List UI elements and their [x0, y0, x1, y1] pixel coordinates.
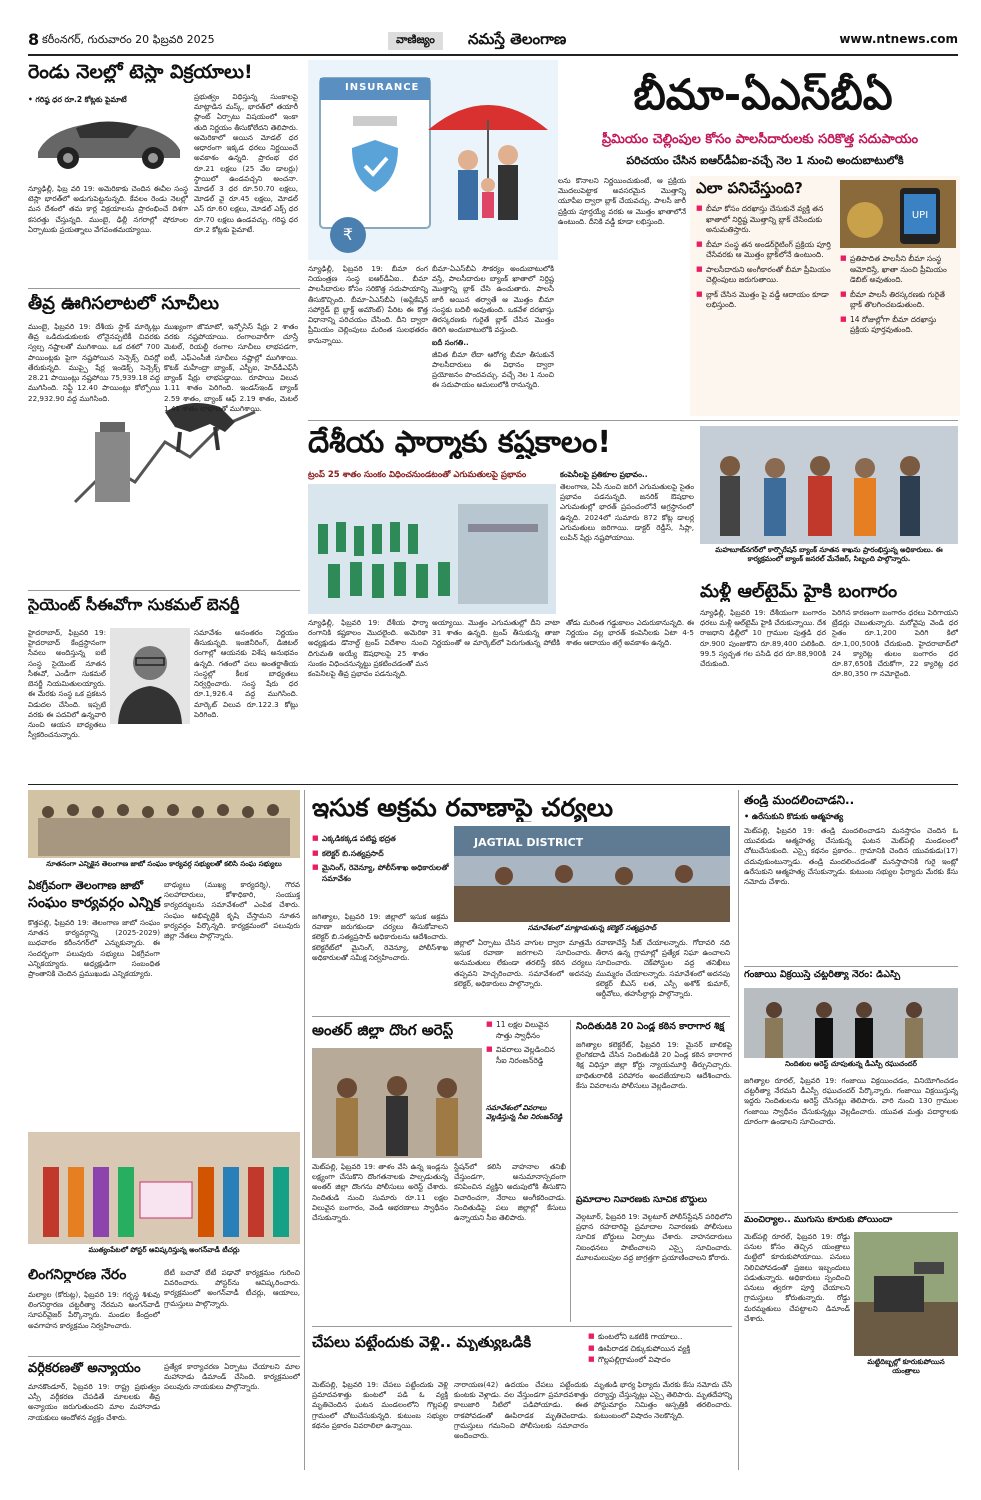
insurance-badge: INSURANCE	[345, 82, 420, 93]
thief-side-item: ■ 11 లక్షల విలువైన సొత్తు స్వాధీనం	[486, 1020, 566, 1041]
insurance-col1: న్యూఢిల్లీ, ఫిబ్రవరి 19: బీమా రంగ నియంత్రణ సంస్థ ఐఆర్‌డీఏఐ.. బీమా పాలసీదారుల కోసం సరికొత్త సదుపాయాన్ని తీసుకొచ్చింది. బీమా-ఏఎస్‌బీఏ (అప్లికేషన్ సపోర్టెడ్ బై బ్లాక్డ్ అమౌంట్) పేరిట ఈ కొత్త విధానాన్ని పరిచయం చేసింది. దీని ద్వారా ప్రీమియం చెల్లింపులు మరింత సులభతరం కానున్నాయి.	[308, 264, 428, 345]
insurance-col2-text: బీమా-ఏఎస్‌బీఏ సౌకర్యం అందుబాటులోకి వస్తే, పాలసీదారుల బ్యాంక్ ఖాతాలో నిర్దిష్ట మొత్తాన్ని బ్లాక్ చేసి ఉంచుతారు. పాలసీ జారీ అయిన తర్వాతే ఆ మొత్తం బీమా సంస్థకు బదిలీ అవుతుంది. ఒకవేళ దరఖాస్తు తిరస్కరణకు గురైతే బ్లాక్ చేసిన మొత్తం తిరిగి అందుబాటులోకి వస్తుంది.	[432, 264, 554, 335]
section-rule	[28, 784, 958, 785]
dateline: కరీంనగర్, గురువారం 20 ఫిబ్రవరి 2025	[42, 33, 215, 46]
sand-text-col2: జిల్లాలో ఏర్పాటు చేసిన వాగుల ద్వారా మాత్రమే ఇసుక రవాణా జరగాలని సూచించారు. అనుమతులు లేకుండా తరలిస్తే కఠిన చర్యలు తప్పవని హెచ్చరించారు. సమావేశంలో అదనపు కలెక్టర్, అధికారులు పాల్గొన్నారు.	[454, 938, 592, 988]
markets-text-col1: ముంబై, ఫిబ్రవరి 19: దేశీయ స్టాక్ మార్కెట్లు తీవ్ర ఒడిదుడుకులకు లోనైనప్పటికీ చివరకు స్వల్ప నష్టాలతో ముగిశాయి. ఒక దశలో 700 పాయింట్లకు పైగా నష్టపోయిన సెన్సెక్స్ చివర్లో తేరుకున్నది. ముప్పై షేర్ల ఇండెక్స్ సెన్సెక్స్ 28.21 పాయింట్లు నష్టపోయి 75,939.18 వద్ద ముగిసింది. నిఫ్టీ 12.40 పాయింట్లు కోల్పోయి 22,932.90 వద్ద ముగిసింది.	[28, 322, 160, 403]
right-t3: మెట్‌పల్లి రూరల్, ఫిబ్రవరి 19: రోడ్డు పనుల కోసం తెచ్చిన యంత్రాలు మట్టిలో కూరుకుపోయాయి. పనులు నిలిచిపోవడంతో ప్రజలు ఇబ్బందులు పడుతున్నారు. అధికారులు స్పందించి పనులు త్వరగా పూర్తి చేయాలని గ్రామస్తులు కోరుతున్నారు. రోడ్డు మరమ్మతులు చేపట్టాలని డిమాండ్ చేశారు.	[744, 1232, 850, 1323]
dsp-caption: నిందితుల అరెస్ట్ చూపుతున్న డీఎస్పీ రఘుచందర్	[785, 1060, 917, 1068]
classification-headline: వర్గీకరణతో అన్యాయం	[28, 1362, 141, 1376]
svg-text:UPI: UPI	[911, 210, 929, 221]
pharma-text-col3: తెలంగాణ, ఏపీ నుంచి జరిగే ఎగుమతులపై సైతం ప్రభావం పడనున్నది. జనరిక్ ఔషధాల ఎగుమతుల్లో భారత్ ప్రపంచంలోనే అగ్రస్థానంలో ఉన్నది. 2024లో సుమారు 872 కోట్ల డాలర్ల ఎగుమతులు జరిగాయి. డాక్టర్ రెడ్డీస్, సిప్లా, లుపిన్ షేర్లు నష్టపోయాయి.	[560, 482, 694, 543]
paper-name: నమస్తే తెలంగాణ	[468, 30, 567, 48]
thief-side-box	[486, 1020, 566, 1100]
sand-bullet: ■ కలెక్టర్ బి.సత్యప్రసాద్	[312, 849, 452, 860]
insurance-subsub: పరిచయం చేసిన ఐఆర్‌డీఏఐ-వచ్చే నెల 1 నుంచి అందుబాటులోకి	[626, 154, 904, 167]
thief-caption: సమావేశంలో వివరాలు వెల్లడిస్తున్న సీఐ నిరంజన్‌రెడ్డి	[486, 1104, 563, 1122]
gold-text-col1: న్యూఢిల్లీ, ఫిబ్రవరి 19: దేశీయంగా బంగారం ధరలు మళ్లీ ఆల్‌టైమ్ హైకి చేరుకున్నాయి. దేశ రాజధాని ఢిల్లీలో 10 గ్రాముల పుత్తడి ధర రూ.900 పుంజుకొని రూ.89,400 పలికింది. 99.5 స్వచ్ఛత గల పసిడి ధర రూ.88,900కి చేరుకుంది.	[700, 608, 826, 669]
insurance-col2-text2: జీవిత బీమా లేదా ఆరోగ్య బీమా తీసుకునే పాలసీదారులు ఈ విధానం ద్వారా ప్రయోజనం పొందవచ్చు. వచ్చే నెల 1 నుంచి ఈ సదుపాయం అమలులోకి రానున్నది.	[432, 349, 554, 390]
pharma-col-top: కంపెనీలపై ప్రతికూల ప్రభావం..	[560, 470, 648, 479]
how-item: ■ 14 రోజుల్లోగా బీమా దరఖాస్తు ప్రక్రియ పూర్తవుతుంది.	[840, 315, 956, 336]
society-text: కొత్తపల్లి, ఫిబ్రవరి 19: తెలంగాణ జాబో సంఘం నూతన కార్యవర్గాన్ని (2025-2029) బుధవారం కరీంనగర్‌లో ఎన్నుకున్నారు. ఈ సందర్భంగా పలువురు సభ్యులు ఏకగ్రీవంగా ఎన్నికయ్యారు. అధ్యక్షుడిగా సంబంధిత ప్రాంతానికి చెందిన ప్రముఖుడు ఎన్నికయ్యారు.	[28, 918, 160, 979]
column-divider	[738, 790, 739, 1470]
thief-text-col2: స్టేషన్‌లో కలిసి వాహనాల తనిఖీ చేస్తుండగా, అనుమానాస్పదంగా కనిపించిన వ్యక్తిని అదుపులోకి తీసుకొని విచారించగా, నేరాలు అంగీకరించాడు. నిందితుడిపై పలు జిల్లాల్లో కేసులు ఉన్నాయని సీఐ తెలిపారు.	[454, 1162, 566, 1223]
society-headline-1: ఏకగ్రీవంగా తెలంగాణ జాబో	[28, 880, 143, 892]
pharma-bottles-photo	[308, 484, 556, 614]
divider	[744, 966, 958, 967]
fisherman-text-col2: నారాయణ(42) ఉదయం చేపలు పట్టేందుకు కుంటకు వెళ్లాడు. వల వేస్తుండగా ప్రమాదవశాత్తు కాలుజారి నీటిలో పడిపోయాడు. ఈత రాకపోవడంతో ఊపిరాడక మృతిచెందాడు. గ్రామస్తులు గమనించి పోలీసులకు సమాచారం అందించారు.	[454, 1380, 588, 1441]
how-item: ■ బీమా పాలసీ తిరస్కరణకు గురైతే బ్లాక్ తొలగించబడుతుంది.	[840, 290, 956, 311]
insurance-headline: బీమా-ఏఎస్‌బీఏ	[633, 72, 893, 119]
sand-headline: ఇసుక అక్రమ రవాణాపై చర్యలు	[312, 794, 614, 822]
upi-graphic	[840, 180, 956, 248]
ceo-portrait	[110, 628, 190, 724]
fisherman-text-col3: మృతుడి భార్య ఫిర్యాదు మేరకు కేసు నమోదు చేసి దర్యాప్తు చేస్తున్నట్లు ఎస్సై తెలిపారు. మృతదేహాన్ని పోస్టుమార్టం నిమిత్తం ఆస్పత్రికి తరలించారు. కుటుంబంలో విషాదం నెలకొన్నది.	[594, 1380, 732, 1420]
how-item: ■ బీమా సంస్థ తన అండర్‌రైటింగ్ ప్రక్రియ పూర్తి చేసేవరకు ఆ మొత్తం బ్లాక్‌లోనే ఉంటుంది.	[696, 240, 834, 261]
ceo-text-col2: సమావేశం అనంతరం నిర్ణయం తీసుకున్నది. ఇంజినీరింగ్, డిజిటల్ రంగాల్లో ఆయనకు విశేష అనుభవం ఉన్నది. గతంలో పలు అంతర్జాతీయ సంస్థల్లో కీలక బాధ్యతలు నిర్వర్తించారు. సంస్థ షేరు ధర రూ.1,926.4 వద్ద ముగిసింది. మార్కెట్ విలువ రూ.122.3 కోట్లు పెరిగింది.	[194, 628, 298, 719]
dsp-arrest-photo	[744, 988, 958, 1058]
anganwadi-text: మల్యాల (కోరుట్ల), ఫిబ్రవరి 19: గర్భస్థ శిశువు లింగనిర్ధారణ చట్టరీత్యా నేరమని అంగన్‌వాడీ సూపర్‌వైజర్ పేర్కొన్నారు. మండల కేంద్రంలో అవగాహన కార్యక్రమం నిర్వహించారు.	[28, 1290, 160, 1330]
insurance-col2	[432, 264, 554, 414]
bank-event-caption: మహబూబ్‌నగర్‌లో కార్పొరేషన్ బ్యాంక్ నూతన శాఖను ప్రారంభిస్తున్న అధికారులు. ఈ కార్యక్రమంలో బ్యాంక్ జనరల్ మేనేజర్, సిబ్బంది పాల్గొన్నారు.	[715, 546, 943, 564]
insurance-col3: లను కొనాలని నిర్ణయించుకుంటే, ఆ ప్రక్రియ మొదలుపెట్టాక అవసరమైన మొత్తాన్ని యూపీఐ ద్వారా బ్లాక్ చేయవచ్చు. పాలసీ జారీ ప్రక్రియ పూర్తయ్యే వరకు ఆ మొత్తం ఖాతాలోనే ఉంటుంది. దీనికి వడ్డీ కూడా లభిస్తుంది.	[558, 176, 686, 226]
society-headline-2: సంఘం కార్యవర్గం ఎన్నిక	[28, 896, 161, 911]
insurance-subhead: ప్రీమియం చెల్లింపుల కోసం పాలసీదారులకు సరికొత్త సదుపాయం	[601, 132, 919, 147]
header-rule	[28, 54, 958, 56]
tesla-headline: రెండు నెలల్లో టెస్లా విక్రయాలు!	[28, 62, 253, 83]
tesla-caption: • గరిష్ఠ ధర రూ.2 కోట్లకు పైమాటే	[28, 95, 127, 104]
pharma-text-col1: న్యూఢిల్లీ, ఫిబ్రవరి 19: దేశీయ ఫార్మా రంగానికి కష్టకాలం మొదలైంది. అమెరికా అధ్యక్షుడు డొనాల్డ్ ట్రంప్ విదేశాల నుంచి దిగుమతి అయ్యే ఔషధాలపై 25 శాతం సుంకం విధించనున్నట్టు ప్రకటించడంతో మన కంపెనీలపై తీవ్ర ప్రభావం పడనున్నది.	[308, 618, 428, 679]
gold-headline: మళ్లీ ఆల్‌టైమ్ హైకి బంగారం	[700, 582, 898, 602]
tesla-text-col2: ప్రభుత్వం విధిస్తున్న సుంకాలపై మాట్లాడిన మస్క్, భారత్‌లో తయారీ ప్లాంట్ ఏర్పాటు విషయంలో ఇంకా తుది నిర్ణయం తీసుకోలేదని తెలిపారు. ఆమెరికాలో అయిన మోడల్ ధర ఆధారంగా ఇక్కడ ధరలు నిర్ణయించే అవకాశం ఉన్నది. ప్రారంభ ధర రూ.21 లక్షలు (25 వేల డాలర్లు) స్థాయిలో ఉండవచ్చని అంచనా. మోడల్ 3 ధర రూ.50.70 లక్షలు, మోడల్ వై రూ.45 లక్షలు, మోడల్ ఎస్ రూ.60 లక్షలు, మోడల్ ఎక్స్ ధర రూ.70 లక్షలు ఉండవచ్చు. గరిష్ఠ ధర రూ.2 కోట్లకు పైమాటే.	[194, 92, 298, 234]
how-item: ■ బ్లాక్ చేసిన మొత్తం పై వడ్డీ ఆదాయం కూడా లభిస్తుంది.	[696, 290, 834, 311]
page-header	[28, 30, 958, 52]
anganwadi-caption: ముత్యంపేటలో పోస్టర్ ఆవిష్కరిస్తున్న అంగన్‌వాడీ టీచర్లు	[88, 1246, 240, 1254]
page-number: 8	[28, 30, 40, 49]
bank-event-photo	[700, 426, 958, 544]
fisherman-bullet: ■ కుంటలోని ఒకటికి గాయాలు..	[588, 1332, 732, 1343]
sand-text-col1: జగిత్యాల, ఫిబ్రవరి 19: జిల్లాలో ఇసుక అక్రమ రవాణా జరుగకుండా చర్యలు తీసుకోవాలని కలెక్టర్ బి.సత్యప్రసాద్ అధికారులను ఆదేశించారు. కలెక్టరేట్‌లో మైనింగ్, రెవెన్యూ, పోలీస్‌శాఖ అధికారులతో సమీక్ష నిర్వహించారు.	[312, 912, 448, 962]
svg-text:₹: ₹	[342, 225, 354, 244]
fisherman-bullet: ■ ఊపిరాడక చిక్కుకుపోయిన వ్యక్తి	[588, 1344, 732, 1355]
classification-text: మానకొండూర్, ఫిబ్రవరి 19: రాష్ట్ర ప్రభుత్వం ఎస్సీ వర్గీకరణ చేపడితే మాలలకు తీవ్ర అన్యాయం జరుగుతుందని మాల మహానాడు నాయకులు ఆందోళన వ్యక్తం చేశారు.	[28, 1382, 160, 1422]
ceo-headline: సైయెంట్ సీఈవోగా సుకమల్ బెనర్జీ	[28, 596, 240, 614]
right-h3: మంచిర్యాల.. ముగుసు కూరుకు పోయిందా	[744, 1216, 893, 1225]
thief-text-col1: మెట్‌పల్లి, ఫిబ్రవరి 19: తాళం వేసి ఉన్న ఇండ్లను లక్ష్యంగా చేసుకొని దొంగతనాలకు పాల్పడుతున్న అంతర్ జిల్లా దొంగను పోలీసులు అరెస్ట్ చేశారు. నిందితుడి నుంచి సుమారు రూ.11 లక్షల విలువైన బంగారం, వెండి ఆభరణాలు స్వాధీనం చేసుకున్నారు.	[312, 1162, 448, 1223]
sand-text-col3: రవాణాచేస్తే సీజ్ చేయాలన్నారు. గోదావరి నది తీరాన ఉన్న గ్రామాల్లో ప్రత్యేక నిఘా ఉంచాలని సూచించారు. చెక్‌పోస్టుల వద్ద తనిఖీలు ముమ్మరం చేయాలన్నారు. సమావేశంలో అదనపు కలెక్టర్ బీఎస్ లత, ఎస్పీ అశోక్ కుమార్, ఆర్డీవోలు, తహసీల్దార్లు పాల్గొన్నారు.	[596, 938, 730, 999]
fisherman-bullets-box	[588, 1332, 732, 1378]
pharma-headline: దేశీయ ఫార్మాకు కష్టకాలం!	[308, 426, 612, 459]
anganwadi-headline: లింగనిర్ధారణ నేరం	[28, 1268, 127, 1283]
collector-meeting-photo	[454, 826, 730, 922]
pharma-text-col2: అయ్యాయి. మొత్తం ఎగుమతుల్లో దీని వాటా 31 శాతం ఉన్నది. ట్రంప్ తీసుకున్న తాజా నిర్ణయంతో ఆ మార్కెట్‌లో పెరుగుతున్న పోటీకి తోడు మరింత గడ్డుకాలం ఎదురుకానున్నది. ఈ నిర్ణయం వల్ల భారత్ కంపెనీలకు ఏటా 4-5 శాతం ఆదాయం తగ్గే అవకాశం ఉన్నది.	[432, 618, 694, 648]
pharma-subhead: ట్రంప్ 25 శాతం సుంకం విధించనుండటంతో ఎగుమతులపై ప్రభావం	[308, 470, 527, 480]
classification-text-2: ప్రత్యేక కార్యాచరణ ఏర్పాటు చేయాలని మాల మహానాడు డిమాండ్ చేసింది. కార్యక్రమంలో పలువురు నాయకులు పాల్గొన్నారు.	[164, 1362, 300, 1392]
divider	[744, 1212, 958, 1213]
how-item: ■ ప్రతిపాదిత పాలసీని బీమా సంస్థ ఆమోదిస్తే, ఖాతా నుంచి ప్రీమియం డెబిట్ అవుతుంది.	[840, 254, 956, 286]
society-group-photo	[28, 790, 300, 858]
thief-headline: అంతర్ జిల్లా దొంగ అరెస్ట్	[312, 1022, 454, 1039]
divider	[28, 288, 300, 289]
fisherman-bullets	[588, 1332, 732, 1366]
how-list-1	[696, 204, 834, 315]
divider	[28, 590, 300, 591]
sand-bullet: ■ మైనింగ్, రెవెన్యూ, పోలీస్‌శాఖ అధికారులతో సమావేశం	[312, 863, 452, 884]
right-t1: మెట్‌పల్లి, ఫిబ్రవరి 19: తండ్రి మందలించాడని మనస్తాపం చెందిన ఓ యువకుడు ఆత్మహత్య చేసుకున్న ఘటన మెట్‌పల్లి మండలంలో చోటుచేసుకుంది. ఎస్సై కథనం ప్రకారం.. గ్రామానికి చెందిన యువకుడు(17) చదువుకుంటున్నాడు. తండ్రి మందలించడంతో మనస్తాపానికి గురై ఇంట్లో ఉరేసుకుని ఆత్మహత్య చేసుకున్నాడు. కుటుంబ సభ్యుల ఫిర్యాదు మేరకు కేసు నమోదు చేశారు.	[744, 826, 958, 887]
fisherman-text-col1: మెట్‌పల్లి, ఫిబ్రవరి 19: చేపలు పట్టేందుకు వెళ్లి ప్రమాదవశాత్తు కుంటలో పడి ఓ వ్యక్తి మృతిచెందిన ఘటన మండలంలోని గొల్లపల్లి గ్రామంలో చోటుచేసుకున్నది. కుటుంబ సభ్యుల కథనం ప్రకారం వివరాలిలా ఉన్నాయి.	[312, 1380, 448, 1430]
gold-text-col2: పెరిగిన కారణంగా బంగారం ధరలు పెరిగాయని ట్రేడర్లు చెబుతున్నారు. మరోవైపు వెండి ధర సైతం రూ.1,200 పెరిగి కిలో రూ.1,00,500కి చేరుకుంది. హైదరాబాద్‌లో 24 క్యారెట్ల తులం బంగారం ధర రూ.87,650కి చేరుకోగా, 22 క్యారెట్ల ధర రూ.80,350 గా నమోదైంది.	[832, 608, 958, 679]
tesla-text-col1: న్యూఢిల్లీ, ఫిబ్ర వరి 19: అమెరికాకు చెందిన ఈవీల సంస్థ టెస్లా భారత్‌లో అడుగుపెట్టనున్నది. కేవలం రెండు నెలల్లో మన దేశంలో తమ కార్ల విక్రయాలను ప్రారంభించే దిశగా కసరత్తు చేస్తున్నది. ముంబై, ఢిల్లీ నగరాల్లో షోరూంల ఏర్పాటుకు ప్రయత్నాలు వేగవంతమయ్యాయి.	[28, 184, 188, 234]
divider	[308, 420, 958, 421]
divider	[28, 1356, 300, 1357]
divider	[312, 1016, 730, 1017]
prison-text-2: వెల్గటూర్, ఫిబ్రవరి 19: వెల్గటూర్ పోలీస్‌స్టేషన్ పరిధిలోని ప్రధాన రహదారిపై ప్రమాదాల నివారణకు పోలీసులు సూచిక బోర్డులు ఏర్పాటు చేశారు. వాహనదారులు నిబంధనలు పాటించాలని ఎస్సై సూచించారు. మూలమలుపుల వద్ద జాగ్రత్తగా ప్రయాణించాలని కోరారు.	[576, 1212, 732, 1262]
machinery-photo	[854, 1232, 958, 1356]
fisherman-bullet: ■ గొల్లపల్లిగ్రామంలో విషాదం	[588, 1355, 732, 1366]
how-item: ■ బీమా కోసం దరఖాస్తు చేసుకునే వ్యక్తి తన ఖాతాలో నిర్దిష్ట మొత్తాన్ని బ్లాక్ చేసేందుకు అనుమతిస్తారు.	[696, 204, 834, 236]
society-text-2: బాధ్యులు (ముఖ్య కార్యదర్శి), గౌరవ సలహాదారులు, కోశాధికారి, సంయుక్త కార్యదర్శులను సమావేశంలో ఎంపిక చేశారు. సంఘం అభివృద్ధికి కృషి చేస్తామని నూతన కార్యవర్గం పేర్కొన్నది. కార్యక్రమంలో పలువురు జిల్లా నేతలు పాల్గొన్నారు.	[164, 880, 300, 941]
column-divider	[570, 1020, 571, 1322]
right-h2: గంజాయి విక్రయిస్తే చట్టరీత్యా నేరం: డీఎస్పీ	[744, 970, 901, 980]
prison-text: జగిత్యాల కలెక్టరేట్, ఫిబ్రవరి 19: మైనర్ బాలికపై లైంగికదాడి చేసిన నిందితుడికి 20 ఏండ్ల కఠిన కారాగార శిక్ష విధిస్తూ జిల్లా కోర్టు న్యాయమూర్తి తీర్పునిచ్చారు. బాధితురాలికి పరిహారం అందజేయాలని ఆదేశించారు. కేసు వివరాలను పోలీసులు వెల్లడించారు.	[576, 1040, 732, 1090]
tesla-car-photo	[28, 92, 188, 182]
insurance-col2-subhead: ఐదీ సంగతి..	[432, 337, 469, 347]
markets-text-col2: ముఖ్యంగా జొమాటో, ఇన్ఫోసిస్ షేర్లు 2 శాతం వరకు నష్టపోయాయి. రంగాలవారీగా చూస్తే మెటల్, రియల్టీ రంగాల సూచీలు లాభపడగా, ఐటీ, ఎఫ్‌ఎంసీజీ సూచీలు నష్టాల్లో ముగిశాయి. కొటక్ మహీంద్రా బ్యాంక్, ఎస్బీఐ, హెచ్‌డీఎఫ్‌సీ బ్యాంక్ షేర్లు లాభపడ్డాయి. రూపాయి విలువ 1.11 శాతం పెరిగింది. ఇండస్ఇండ్ బ్యాంక్ 2.59 శాతం, బ్యాంక్ ఆఫ్ 2.19 శాతం, మెటల్ 1.41 శాతం లాభాలతో ముగిశాయి.	[164, 322, 298, 413]
right-t2: జగిత్యాల రూరల్, ఫిబ్రవరి 19: గంజాయి విక్రయించడం, వినియోగించడం చట్టరీత్యా నేరమని డీఎస్పీ రఘుచందర్ పేర్కొన్నారు. గంజాయి విక్రయిస్తున్న ఇద్దరు నిందితులను అరెస్ట్ చేసినట్లు తెలిపారు. వారి నుంచి 130 గ్రాముల గంజాయి స్వాధీనం చేసుకున్నట్లు వెల్లడించారు. యువత మత్తు పదార్థాలకు దూరంగా ఉండాలని సూచించారు.	[744, 1076, 958, 1126]
sand-bullets	[312, 834, 452, 884]
how-item: ■ పాలసీదారుని అంగీకారంతో బీమా ప్రీమియం చెల్లింపులు జరుగుతాయి.	[696, 265, 834, 286]
machinery-caption: మట్టిదిబ్బల్లో కూరుకుపోయిన యంత్రాలు	[867, 1358, 945, 1376]
thief-side-item: ■ వివరాలు వెల్లడించిన సీఐ నిరంజన్‌రెడ్డి	[486, 1045, 566, 1066]
how-list-2	[840, 254, 956, 340]
sand-bullets-box	[312, 834, 452, 908]
ceo-text-col1: హైదరాబాద్, ఫిబ్రవరి 19: హైదరాబాద్ కేంద్రస్థానంగా సేవలు అందిస్తున్న ఐటీ సంస్థ సైయెంట్ నూతన సీఈవో, ఎండీగా సుకమల్ బెనర్జీ నియమితులయ్యారు. ఈ మేరకు సంస్థ ఒక ప్రకటన విడుదల చేసింది. ఇప్పటి వరకు ఈ పదవిలో ఉన్నవారి నుంచి ఆయన బాధ్యతలు స్వీకరించనున్నారు.	[28, 628, 106, 740]
how-it-works-box	[690, 176, 960, 416]
right-h1-sub: • ఉరేసుకుని కొడుకు ఆత్మహత్య	[744, 812, 844, 821]
collector-caption: సమావేశంలో మాట్లాడుతున్న కలెక్టర్ సత్యప్రసాద్	[527, 924, 657, 932]
markets-headline: తీవ్ర ఊగిసలాటలో సూచీలు	[28, 294, 219, 314]
svg-text:JAGTIAL DISTRICT: JAGTIAL DISTRICT	[474, 836, 584, 849]
section-tag: వాణిజ్యం	[388, 32, 443, 50]
society-caption: నూతనంగా ఎన్నికైన తెలంగాణ జాబో సంఘం కార్యవర్గ సభ్యులతో కలిసి సంఘ సభ్యులు	[46, 860, 282, 868]
thief-side-list	[486, 1020, 566, 1066]
right-h1: తండ్రి మందలించాడని..	[744, 794, 855, 807]
anganwadi-text-2: బేటీ బచావో బేటీ పఢావో కార్యక్రమం గురించి వివరించారు. పోస్టర్‌ను ఆవిష్కరించారు. కార్యక్రమంలో అంగన్‌వాడీ టీచర్లు, ఆయాలు, గ్రామస్తులు పాల్గొన్నారు.	[164, 1268, 300, 1308]
how-it-works-title: ఎలా పనిచేస్తుంది?	[696, 179, 803, 197]
prison-headline: నిందితుడికి 20 ఏండ్ల కఠిన కారాగార శిక్ష	[576, 1022, 725, 1032]
column-divider	[304, 790, 305, 1470]
prison-subhead: ప్రమాదాల నివారణకు సూచిక బోర్డులు	[576, 1196, 707, 1205]
site-url[interactable]: www.ntnews.com	[839, 32, 958, 46]
divider	[312, 1326, 732, 1327]
sand-bullet: ■ ఎక్కడికక్కడ పటిష్ట భద్రత	[312, 834, 452, 845]
thief-arrest-photo	[312, 1048, 482, 1158]
fisherman-headline: చేపలు పట్టేందుకు వెళ్లి.. మృత్యుఒడికి	[312, 1334, 532, 1351]
anganwadi-photo	[28, 1132, 300, 1244]
